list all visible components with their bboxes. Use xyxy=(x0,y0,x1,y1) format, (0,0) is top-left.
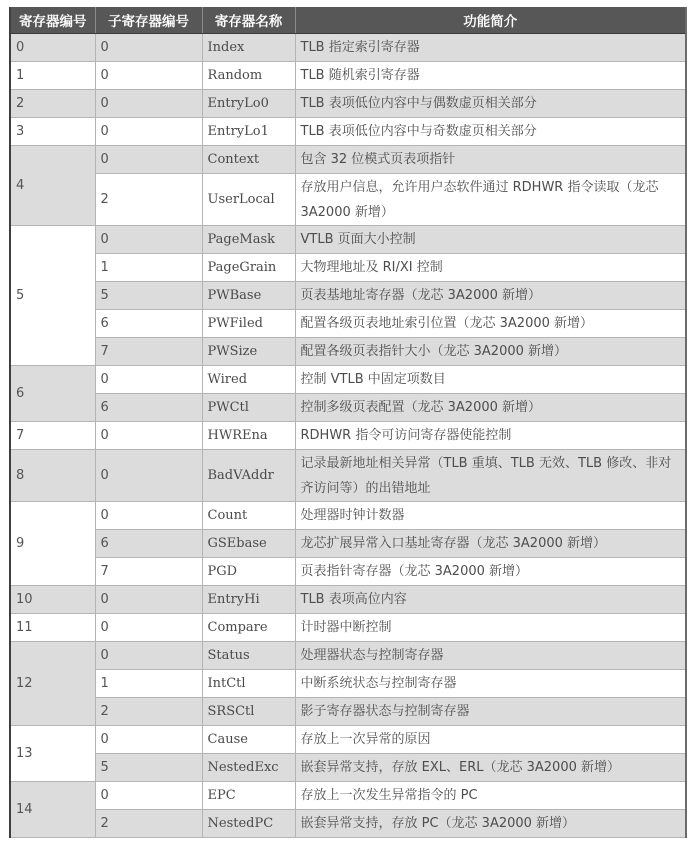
table-row xyxy=(10,502,686,530)
register-number-cell: 13 xyxy=(10,726,95,782)
register-name-cell: Count xyxy=(202,502,295,530)
function-summary-cell: 配置各级页表指针大小（龙芯 3A2000 新增） xyxy=(295,338,686,366)
register-number-cell: 3 xyxy=(10,118,95,146)
register-number-cell: 9 xyxy=(10,502,95,586)
register-number-cell: 6 xyxy=(10,366,95,422)
header-sub-register-number: 子寄存器编号 xyxy=(95,7,202,34)
function-summary-cell: 嵌套异常支持，存放 EXL、ERL（龙芯 3A2000 新增） xyxy=(295,754,686,782)
register-name-cell: Wired xyxy=(202,366,295,394)
function-summary-cell: TLB 表项高位内容 xyxy=(295,586,686,614)
table-row xyxy=(10,586,686,614)
register-name-cell: Index xyxy=(202,34,295,62)
sub-register-number-cell: 1 xyxy=(95,254,202,282)
function-summary-cell: 中断系统状态与控制寄存器 xyxy=(295,670,686,698)
function-summary-cell: 记录最新地址相关异常（TLB 重填、TLB 无效、TLB 修改、非对齐访问等）的出错地址 xyxy=(295,450,686,502)
function-summary-cell: TLB 表项低位内容中与奇数虚页相关部分 xyxy=(295,118,686,146)
table-row xyxy=(10,558,686,586)
register-number-cell: 11 xyxy=(10,614,95,642)
table-row xyxy=(10,254,686,282)
sub-register-number-cell: 6 xyxy=(95,394,202,422)
register-name-cell: NestedExc xyxy=(202,754,295,782)
function-summary-cell: 龙芯扩展异常入口基址寄存器（龙芯 3A2000 新增） xyxy=(295,530,686,558)
table-row xyxy=(10,698,686,726)
register-number-cell: 4 xyxy=(10,146,95,226)
sub-register-number-cell: 0 xyxy=(95,782,202,810)
table-row xyxy=(10,338,686,366)
sub-register-number-cell: 0 xyxy=(95,118,202,146)
table-row xyxy=(10,174,686,226)
sub-register-number-cell: 0 xyxy=(95,366,202,394)
register-name-cell: IntCtl xyxy=(202,670,295,698)
function-summary-cell: TLB 表项低位内容中与偶数虚页相关部分 xyxy=(295,90,686,118)
register-name-cell: Context xyxy=(202,146,295,174)
register-name-cell: EntryLo0 xyxy=(202,90,295,118)
register-number-cell: 0 xyxy=(10,34,95,62)
sub-register-number-cell: 0 xyxy=(95,226,202,254)
header-register-name: 寄存器名称 xyxy=(202,7,295,34)
function-summary-cell: 存放上一次发生异常指令的 PC xyxy=(295,782,686,810)
register-name-cell: PWFiled xyxy=(202,310,295,338)
register-name-cell: PWCtl xyxy=(202,394,295,422)
register-number-cell: 10 xyxy=(10,586,95,614)
table-header-row xyxy=(10,7,686,34)
sub-register-number-cell: 0 xyxy=(95,726,202,754)
sub-register-number-cell: 5 xyxy=(95,754,202,782)
sub-register-number-cell: 6 xyxy=(95,310,202,338)
table-row xyxy=(10,754,686,782)
sub-register-number-cell: 1 xyxy=(95,670,202,698)
sub-register-number-cell: 2 xyxy=(95,174,202,226)
table-body xyxy=(10,34,686,838)
register-name-cell: PWBase xyxy=(202,282,295,310)
function-summary-cell: 控制多级页表配置（龙芯 3A2000 新增） xyxy=(295,394,686,422)
register-name-cell: Random xyxy=(202,62,295,90)
table-row xyxy=(10,642,686,670)
register-name-cell: HWREna xyxy=(202,422,295,450)
header-register-number: 寄存器编号 xyxy=(10,7,95,34)
register-name-cell: Cause xyxy=(202,726,295,754)
function-summary-cell: RDHWR 指令可访问寄存器使能控制 xyxy=(295,422,686,450)
register-name-cell: BadVAddr xyxy=(202,450,295,502)
register-name-cell: PageGrain xyxy=(202,254,295,282)
sub-register-number-cell: 7 xyxy=(95,558,202,586)
function-summary-cell: 页表指针寄存器（龙芯 3A2000 新增） xyxy=(295,558,686,586)
function-summary-cell: 页表基地址寄存器（龙芯 3A2000 新增） xyxy=(295,282,686,310)
table-row xyxy=(10,34,686,62)
sub-register-number-cell: 0 xyxy=(95,34,202,62)
register-number-cell: 7 xyxy=(10,422,95,450)
sub-register-number-cell: 0 xyxy=(95,642,202,670)
function-summary-cell: 处理器状态与控制寄存器 xyxy=(295,642,686,670)
function-summary-cell: 嵌套异常支持，存放 PC（龙芯 3A2000 新增） xyxy=(295,810,686,838)
register-name-cell: PGD xyxy=(202,558,295,586)
sub-register-number-cell: 0 xyxy=(95,90,202,118)
table-row xyxy=(10,670,686,698)
table-row xyxy=(10,62,686,90)
register-table xyxy=(9,7,687,838)
function-summary-cell: 存放上一次异常的原因 xyxy=(295,726,686,754)
register-name-cell: SRSCtl xyxy=(202,698,295,726)
sub-register-number-cell: 2 xyxy=(95,810,202,838)
function-summary-cell: 配置各级页表地址索引位置（龙芯 3A2000 新增） xyxy=(295,310,686,338)
function-summary-cell: 存放用户信息，允许用户态软件通过 RDHWR 指令读取（龙芯 3A2000 新增） xyxy=(295,174,686,226)
table-row xyxy=(10,366,686,394)
table-row xyxy=(10,614,686,642)
register-number-cell: 14 xyxy=(10,782,95,838)
register-name-cell: UserLocal xyxy=(202,174,295,226)
header-function-summary: 功能简介 xyxy=(295,7,686,34)
register-name-cell: NestedPC xyxy=(202,810,295,838)
table-row xyxy=(10,726,686,754)
sub-register-number-cell: 0 xyxy=(95,502,202,530)
table-row xyxy=(10,310,686,338)
sub-register-number-cell: 2 xyxy=(95,698,202,726)
register-name-cell: Compare xyxy=(202,614,295,642)
table-row xyxy=(10,282,686,310)
register-name-cell: EPC xyxy=(202,782,295,810)
function-summary-cell: 大物理地址及 RI/XI 控制 xyxy=(295,254,686,282)
sub-register-number-cell: 0 xyxy=(95,614,202,642)
table-row xyxy=(10,422,686,450)
table-row xyxy=(10,810,686,838)
function-summary-cell: VTLB 页面大小控制 xyxy=(295,226,686,254)
function-summary-cell: 包含 32 位模式页表项指针 xyxy=(295,146,686,174)
register-number-cell: 5 xyxy=(10,226,95,366)
table-row xyxy=(10,226,686,254)
function-summary-cell: 处理器时钟计数器 xyxy=(295,502,686,530)
register-name-cell: EntryHi xyxy=(202,586,295,614)
table-row xyxy=(10,90,686,118)
register-name-cell: PageMask xyxy=(202,226,295,254)
sub-register-number-cell: 0 xyxy=(95,586,202,614)
table-row xyxy=(10,450,686,502)
register-name-cell: PWSize xyxy=(202,338,295,366)
function-summary-cell: 控制 VTLB 中固定项数目 xyxy=(295,366,686,394)
register-name-cell: EntryLo1 xyxy=(202,118,295,146)
table-row xyxy=(10,146,686,174)
function-summary-cell: 影子寄存器状态与控制寄存器 xyxy=(295,698,686,726)
table-row xyxy=(10,394,686,422)
sub-register-number-cell: 0 xyxy=(95,146,202,174)
table-row xyxy=(10,118,686,146)
register-number-cell: 2 xyxy=(10,90,95,118)
register-number-cell: 1 xyxy=(10,62,95,90)
sub-register-number-cell: 7 xyxy=(95,338,202,366)
sub-register-number-cell: 6 xyxy=(95,530,202,558)
function-summary-cell: TLB 指定索引寄存器 xyxy=(295,34,686,62)
register-name-cell: Status xyxy=(202,642,295,670)
sub-register-number-cell: 0 xyxy=(95,450,202,502)
register-name-cell: GSEbase xyxy=(202,530,295,558)
function-summary-cell: TLB 随机索引寄存器 xyxy=(295,62,686,90)
table-row xyxy=(10,782,686,810)
sub-register-number-cell: 0 xyxy=(95,422,202,450)
register-number-cell: 12 xyxy=(10,642,95,726)
sub-register-number-cell: 0 xyxy=(95,62,202,90)
sub-register-number-cell: 5 xyxy=(95,282,202,310)
register-number-cell: 8 xyxy=(10,450,95,502)
table-row xyxy=(10,530,686,558)
function-summary-cell: 计时器中断控制 xyxy=(295,614,686,642)
